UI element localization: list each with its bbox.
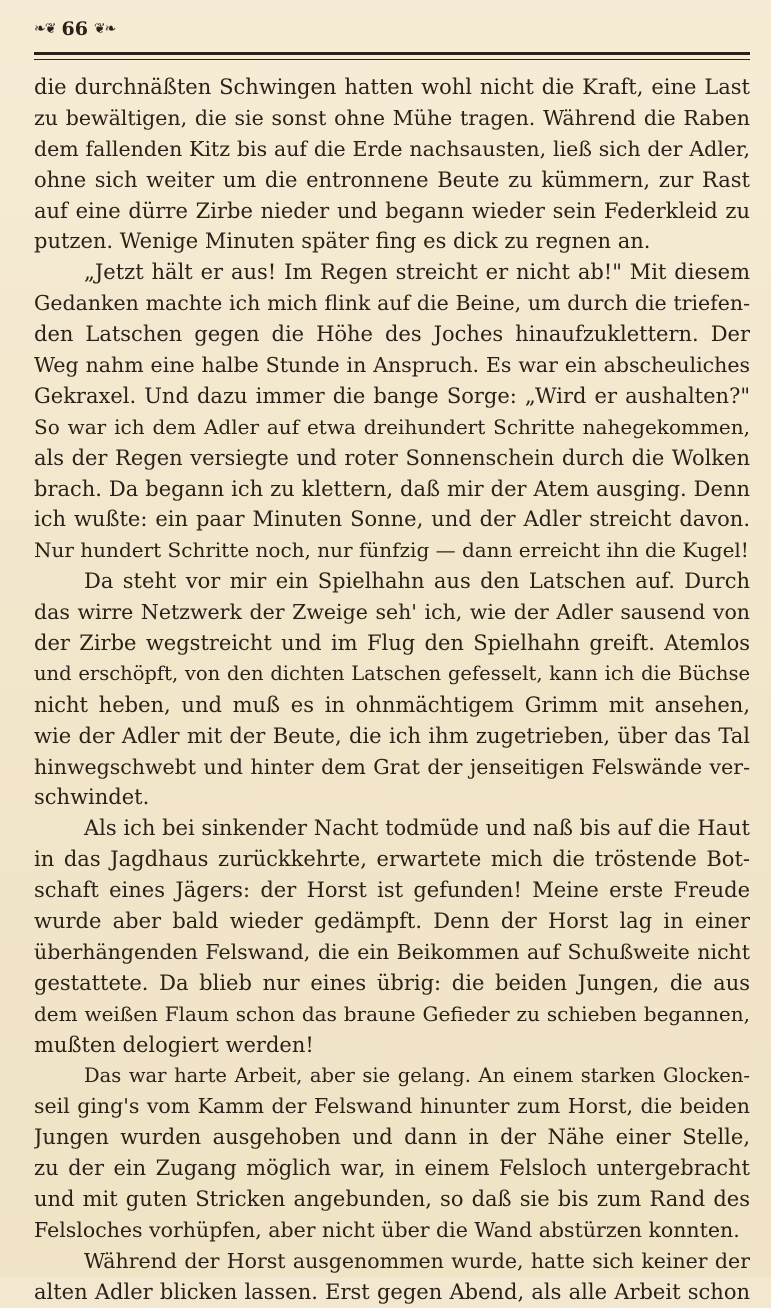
- text-line: überhängenden Felswand, die ein Beikommen auf Schußweite nicht: [34, 939, 750, 964]
- text-line: als der Regen versiegte und roter Sonnenschein durch die Wolken: [34, 445, 750, 470]
- text-line: wie der Adler mit der Beute, die ich ihm zugetrieben, über das Tal: [34, 723, 750, 748]
- text-line: Als ich bei sinkender Nacht todmüde und naß bis auf die Haut: [84, 816, 750, 841]
- text-line: dem fallenden Kitz bis auf die Erde nachsausten, ließ sich der Adler,: [34, 136, 750, 161]
- text-line: brach. Da begann ich zu klettern, daß mir der Atem ausging. Denn: [34, 476, 750, 501]
- text-line: Nur hundert Schritte noch, nur fünfzig — dann erreicht ihn die Kugel!: [34, 538, 749, 563]
- text-line: hinwegschwebt und hinter dem Grat der jenseitigen Felswände ver-: [34, 754, 750, 779]
- text-line: seil ging's vom Kamm der Felswand hinunter zum Horst, die beiden: [34, 1094, 750, 1119]
- text-line: putzen. Wenige Minuten später fing es dick zu regnen an.: [34, 229, 651, 254]
- text-line: in das Jagdhaus zurückkehrte, erwartete mich die tröstende Bot-: [34, 847, 750, 872]
- text-line: der Zirbe wegstreicht und im Flug den Spielhahn greift. Atemlos: [34, 631, 750, 656]
- text-line: den Latschen gegen die Höhe des Joches hinaufzuklettern. Der: [34, 322, 750, 347]
- text-line: schaft eines Jägers: der Horst ist gefunden! Meine erste Freude: [34, 878, 750, 903]
- text-line: ohne sich weiter um die entronnene Beute zu kümmern, zur Rast: [34, 167, 750, 192]
- page-number: 66: [61, 18, 88, 40]
- text-line: Jungen wurden ausgehoben und dann in der Nähe einer Stelle,: [34, 1125, 750, 1150]
- ornament-right: ❦❧: [93, 21, 116, 37]
- text-line: So war ich dem Adler auf etwa dreihundert Schritte nahegekommen,: [34, 414, 750, 439]
- header-rule-thick: [34, 52, 750, 55]
- text-line: auf eine dürre Zirbe nieder und begann wieder sein Federkleid zu: [34, 198, 750, 223]
- header-rule-thin: [34, 59, 750, 60]
- text-line: nicht heben, und muß es in ohnmächtigem Grimm mit ansehen,: [34, 692, 750, 717]
- text-line: ich wußte: ein paar Minuten Sonne, und der Adler streicht davon.: [34, 507, 750, 532]
- text-line: Weg nahm eine halbe Stunde in Anspruch. Es war ein abscheuliches: [34, 353, 750, 378]
- text-line: das wirre Netzwerk der Zweige seh' ich, wie der Adler sausend von: [34, 600, 750, 625]
- text-line: zu der ein Zugang möglich war, in einem Felsloch untergebracht: [34, 1156, 750, 1181]
- page-header: [34, 14, 115, 44]
- text-line: alten Adler blicken lassen. Erst gegen Abend, als alle Arbeit schon: [34, 1279, 750, 1304]
- text-line: Felsloches vorhüpfen, aber nicht über die Wand abstürzen konnten.: [34, 1217, 740, 1242]
- text-line: Gekraxel. Und dazu immer die bange Sorge: „Wird er aushalten?": [34, 383, 750, 408]
- text-line: dem weißen Flaum schon das braune Gefieder zu schieben begannen,: [34, 1001, 750, 1026]
- text-line: Während der Horst ausgenommen wurde, hatte sich keiner der: [84, 1248, 750, 1273]
- text-line: wurde aber bald wieder gedämpft. Denn der Horst lag in einer: [34, 909, 750, 934]
- text-line: gestattete. Da blieb nur eines übrig: die beiden Jungen, die aus: [34, 970, 750, 995]
- text-line: „Jetzt hält er aus! Im Regen streicht er nicht ab!" Mit diesem: [84, 260, 750, 285]
- text-line: Gedanken machte ich mich flink auf die Beine, um durch die triefen-: [34, 291, 750, 316]
- text-line: zu bewältigen, die sie sonst ohne Mühe tragen. Während die Raben: [34, 105, 750, 130]
- text-line: und mit guten Stricken angebunden, so daß sie bis zum Rand des: [34, 1187, 750, 1212]
- text-line: schwindet.: [34, 785, 150, 810]
- body-text: [34, 72, 750, 1308]
- text-line: Das war harte Arbeit, aber sie gelang. An einem starken Glocken-: [84, 1063, 750, 1087]
- text-line: die durchnäßten Schwingen hatten wohl nicht die Kraft, eine Last: [34, 75, 750, 99]
- ornament-left: ❧❦: [34, 21, 56, 37]
- text-line: mußten delogiert werden!: [34, 1032, 314, 1057]
- text-line: und erschöpft, von den dichten Latschen gefesselt, kann ich die Büchse: [34, 661, 750, 685]
- text-line: Da steht vor mir ein Spielhahn aus den Latschen auf. Durch: [84, 569, 750, 594]
